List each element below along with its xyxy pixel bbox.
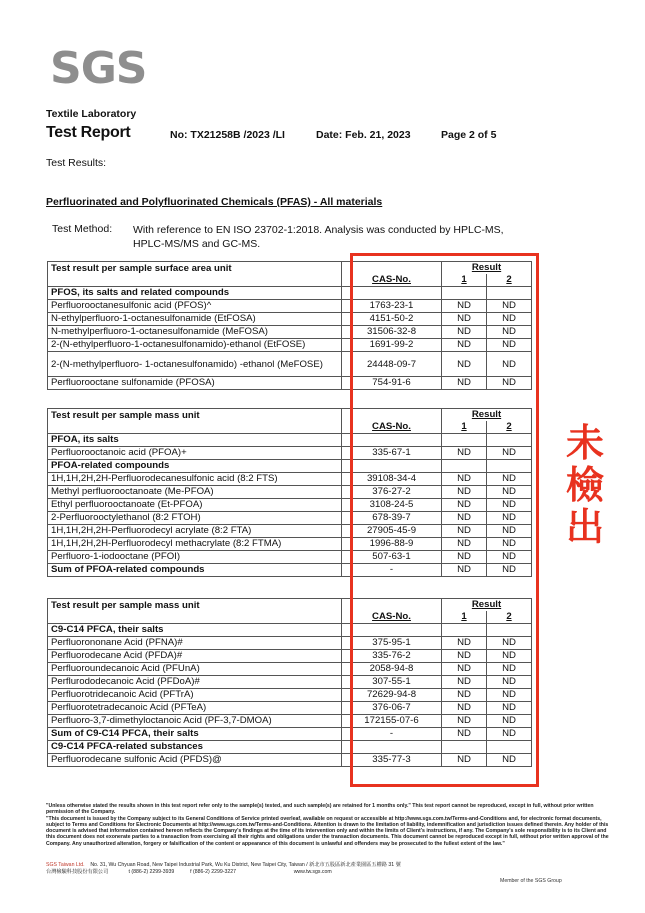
test-method-label: Test Method: [52, 223, 113, 235]
cas-number: 375-95-1 [342, 637, 442, 650]
cas-number: 1691-99-2 [342, 339, 442, 352]
result-1: ND [442, 715, 487, 728]
test-results-label: Test Results: [46, 157, 107, 169]
cas-number: 24448-09-7 [342, 352, 442, 377]
result-1: ND [442, 313, 487, 326]
table-title: Test result per sample mass unit [48, 599, 342, 624]
result-1: ND [442, 377, 487, 390]
result-1: ND [442, 689, 487, 702]
result-1: ND [442, 637, 487, 650]
result-2: ND [487, 352, 532, 377]
result-1: ND [442, 564, 487, 577]
substance-name: Sum of PFOA-related compounds [48, 564, 342, 577]
cas-header: CAS-No. [342, 274, 442, 287]
result-2: ND [487, 538, 532, 551]
substance-name: Perflurododecanoic Acid (PFDoA)# [48, 676, 342, 689]
substance-name: Ethyl perfluorooctanoate (Et-PFOA) [48, 499, 342, 512]
cas-number: 3108-24-5 [342, 499, 442, 512]
highlight-box [350, 253, 539, 787]
sgs-member: Member of the SGS Group [500, 878, 562, 884]
cas-number: 39108-34-4 [342, 473, 442, 486]
cas-number: 72629-94-8 [342, 689, 442, 702]
result-1: ND [442, 538, 487, 551]
annotation-text: 未 檢 出 [565, 421, 604, 549]
substance-name: Perfluoroundecanoic Acid (PFUnA) [48, 663, 342, 676]
result-1: ND [442, 754, 487, 767]
footer-p1: "Unless otherwise stated the results shown in this test report refer only to the sample(s) tested, and such sample(s) are retained for 1 months only." This test report cannot be reproduced, except in full, without prior written permission of the Company. [46, 803, 594, 816]
result-2: ND [487, 300, 532, 313]
report-title: Test Report [46, 124, 131, 141]
logo-text: SGS [50, 43, 147, 94]
result-2-header: 2 [487, 421, 532, 434]
cas-number: 754-91-6 [342, 377, 442, 390]
cas-number: 335-67-1 [342, 447, 442, 460]
result-header: Result [442, 262, 532, 275]
result-1: ND [442, 447, 487, 460]
result-1: ND [442, 525, 487, 538]
result-2: ND [487, 499, 532, 512]
substance-name: 2-Perfluorooctylethanol (8:2 FTOH) [48, 512, 342, 525]
substance-name: Perfluorooctanesulfonic acid (PFOS)^ [48, 300, 342, 313]
company-web: www.tw.sgs.com [293, 868, 332, 875]
result-1: ND [442, 702, 487, 715]
substance-name: N-ethylperfluoro-1-octanesulfonamide (EtFOSA) [48, 313, 342, 326]
substance-name: Perfluorodecane Acid (PFDA)# [48, 650, 342, 663]
footer-address [46, 862, 566, 875]
cas-number: 307-55-1 [342, 676, 442, 689]
substance-name: 1H,1H,2H,2H-Perfluorodecanesulfonic acid (8:2 FTS) [48, 473, 342, 486]
substance-name: Perfluorotridecanoic Acid (PFTrA) [48, 689, 342, 702]
result-2: ND [487, 650, 532, 663]
result-1: ND [442, 339, 487, 352]
result-2: ND [487, 377, 532, 390]
sgs-logo [50, 43, 147, 94]
cas-header: CAS-No. [342, 421, 442, 434]
result-2: ND [487, 689, 532, 702]
result-2: ND [487, 486, 532, 499]
report-number: No: TX21258B /2023 /LI [170, 129, 285, 141]
result-2: ND [487, 473, 532, 486]
group-name: C9-C14 PFCA, their salts [48, 624, 342, 637]
substance-name: Perfluorotetradecanoic Acid (PFTeA) [48, 702, 342, 715]
cas-number: 4151-50-2 [342, 313, 442, 326]
result-1: ND [442, 728, 487, 741]
group-name: PFOS, its salts and related compounds [48, 287, 342, 300]
cas-number: 27905-45-9 [342, 525, 442, 538]
company-address: No. 31, Wu Chyuan Road, New Taipei Industrial Park, Wu Ku District, New Taipei City, Taiwan / 新北市五股區新北產業園區五權路 31 號 [90, 862, 401, 868]
footer-p2: "This document is issued by the Company subject to its General Conditions of Service printed overleaf, available on request or accessible at http://www.sgs.com.tw/Terms-and-Conditions and, for electronic format documents, subject to Terms and Conditions for Electronic Documents at http://www.sgs.com.tw/Terms-and-Conditions. Attention is drawn to the limitation of liability, indemnification and jurisdiction issues defined therein. Any holder of this document is advised that information contained hereon reflects the Company's findings at the time of its intervention only and within the limits of Client's instructions, if any. The Company's sole responsibility is to its Client and this document does not exonerate parties to a transaction from exercising all their rights and obligations under the transaction documents. This document cannot be reproduced except in full, without prior written approval of the Company. Any unauthorized alteration, forgery or falsification of the content or appearance of this document is unlawful and offenders may be prosecuted to the fullest extent of the law." [46, 815, 609, 847]
cas-header: CAS-No. [342, 611, 442, 624]
cas-number: - [342, 564, 442, 577]
result-2-header: 2 [487, 611, 532, 624]
cas-number: 678-39-7 [342, 512, 442, 525]
result-2: ND [487, 339, 532, 352]
result-2: ND [487, 754, 532, 767]
substance-name: Perfluorooctane sulfonamide (PFOSA) [48, 377, 342, 390]
company-tel: t (886-2) 2299-3939 [128, 868, 175, 875]
result-2: ND [487, 715, 532, 728]
cas-number: 507-63-1 [342, 551, 442, 564]
cas-number: 376-27-2 [342, 486, 442, 499]
result-1: ND [442, 300, 487, 313]
cas-number: 335-77-3 [342, 754, 442, 767]
result-header: Result [442, 599, 532, 612]
company-name-zh: 台灣檢驗科技股份有限公司 [46, 868, 109, 875]
result-1-header: 1 [442, 274, 487, 287]
result-2: ND [487, 313, 532, 326]
result-2: ND [487, 564, 532, 577]
cas-number: 335-76-2 [342, 650, 442, 663]
result-1: ND [442, 551, 487, 564]
result-1-header: 1 [442, 421, 487, 434]
substance-name: 1H,1H,2H,2H-Perfluorodecyl methacrylate (8:2 FTMA) [48, 538, 342, 551]
footer-disclaimer [46, 803, 616, 847]
section-title: Perfluorinated and Polyfluorinated Chemicals (PFAS) - All materials [46, 196, 383, 208]
company-name: SGS Taiwan Ltd. [46, 862, 85, 868]
substance-name: Methyl perfluorooctanoate (Me-PFOA) [48, 486, 342, 499]
result-1: ND [442, 473, 487, 486]
result-2: ND [487, 637, 532, 650]
substance-name: Perfluoro-3,7-dimethyloctanoic Acid (PF-3,7-DMOA) [48, 715, 342, 728]
table-title: Test result per sample surface area unit [48, 262, 342, 287]
table-title: Test result per sample mass unit [48, 409, 342, 434]
result-2: ND [487, 525, 532, 538]
cas-number: 1763-23-1 [342, 300, 442, 313]
substance-name: N-methylperfluoro-1-octanesulfonamide (MeFOSA) [48, 326, 342, 339]
substance-name: 2-(N-methylperfluoro- 1-octanesulfonamido) -ethanol (MeFOSE) [48, 352, 342, 377]
result-2-header: 2 [487, 274, 532, 287]
result-header: Result [442, 409, 532, 422]
substance-name: Perfluorooctanoic acid (PFOA)+ [48, 447, 342, 460]
substance-name: 2-(N-ethylperfluoro-1-octanesulfonamido)-ethanol (EtFOSE) [48, 339, 342, 352]
result-1: ND [442, 486, 487, 499]
cas-number: 172155-07-6 [342, 715, 442, 728]
result-2: ND [487, 512, 532, 525]
result-1: ND [442, 663, 487, 676]
group-name: PFOA-related compounds [48, 460, 342, 473]
report-date: Date: Feb. 21, 2023 [316, 129, 411, 141]
test-method-text: With reference to EN ISO 23702-1:2018. Analysis was conducted by HPLC-MS, HPLC-MS/MS and GC-MS. [133, 224, 504, 250]
result-2: ND [487, 326, 532, 339]
substance-name: Perfluoro-1-iodooctane (PFOI) [48, 551, 342, 564]
result-1-header: 1 [442, 611, 487, 624]
result-2: ND [487, 663, 532, 676]
result-2: ND [487, 728, 532, 741]
cas-number: 31506-32-8 [342, 326, 442, 339]
group-name: C9-C14 PFCA-related substances [48, 741, 342, 754]
cas-number: 1996-88-9 [342, 538, 442, 551]
substance-name: Perfluorononane Acid (PFNA)# [48, 637, 342, 650]
cas-number: 2058-94-8 [342, 663, 442, 676]
result-2: ND [487, 551, 532, 564]
result-2: ND [487, 676, 532, 689]
result-1: ND [442, 326, 487, 339]
substance-name: Perfluorodecane sulfonic Acid (PFDS)@ [48, 754, 342, 767]
group-name: PFOA, its salts [48, 434, 342, 447]
result-1: ND [442, 499, 487, 512]
result-1: ND [442, 650, 487, 663]
result-2: ND [487, 447, 532, 460]
cas-number: - [342, 728, 442, 741]
result-1: ND [442, 352, 487, 377]
not-detected-annotation [560, 422, 610, 548]
page-indicator: Page 2 of 5 [441, 129, 497, 141]
company-fax: f (886-2) 2299-3227 [190, 868, 237, 875]
result-2: ND [487, 702, 532, 715]
lab-name: Textile Laboratory [46, 108, 137, 120]
substance-name: 1H,1H,2H,2H-Perfluorodecyl acrylate (8:2 FTA) [48, 525, 342, 538]
result-1: ND [442, 512, 487, 525]
result-1: ND [442, 676, 487, 689]
cas-number: 376-06-7 [342, 702, 442, 715]
substance-name: Sum of C9-C14 PFCA, their salts [48, 728, 342, 741]
